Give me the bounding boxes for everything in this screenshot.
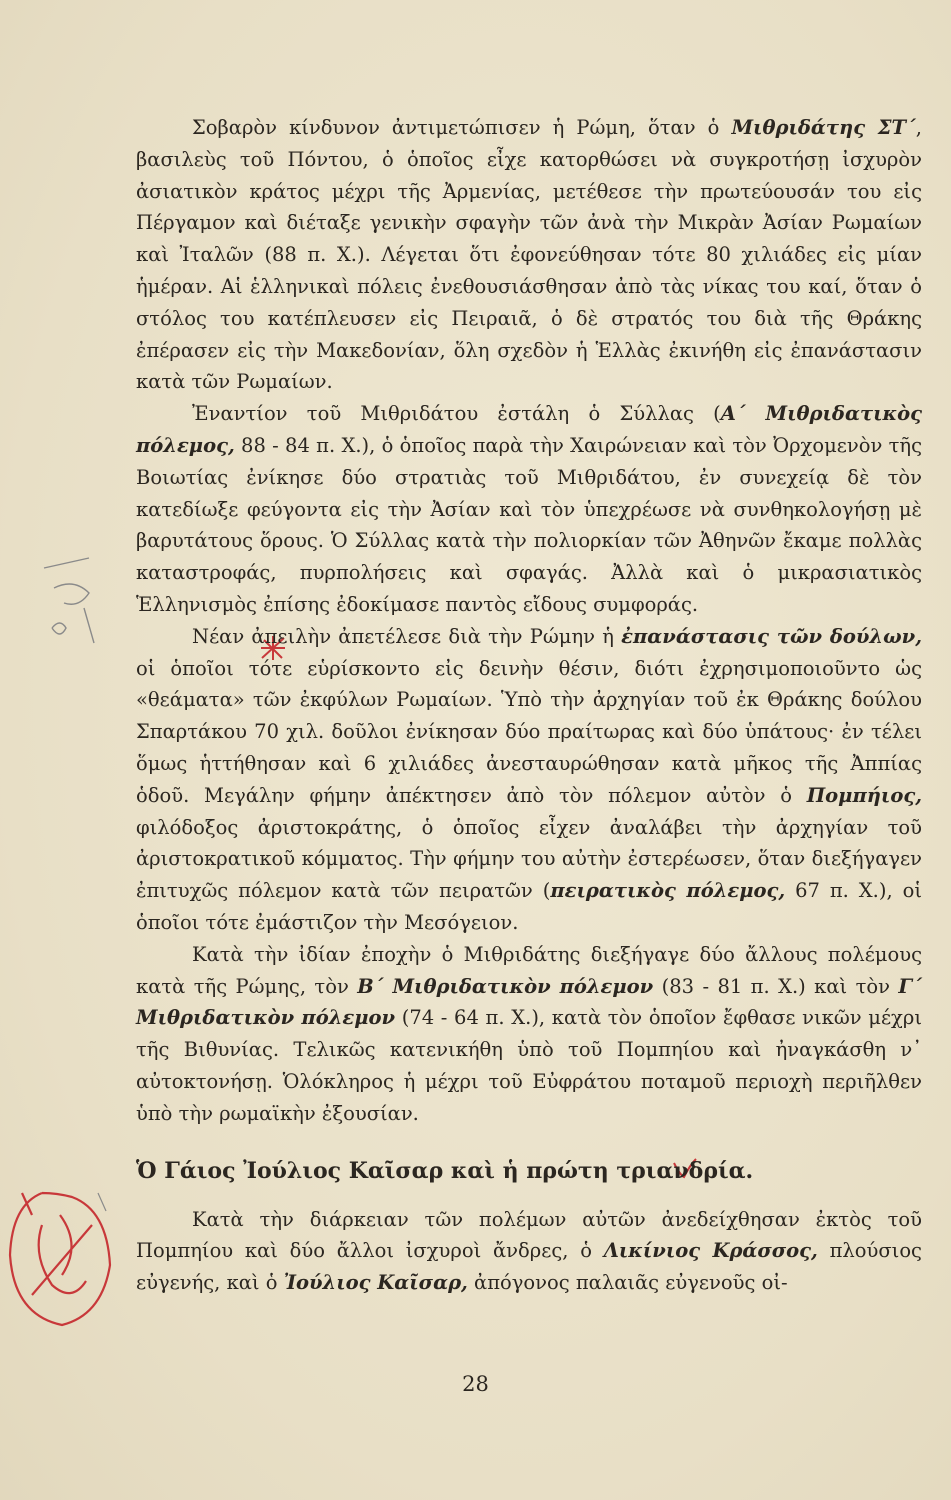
paragraph-1 <box>136 112 922 398</box>
emphasis-term: Γ΄ Μιθριδατικὸν πόλεμον <box>136 974 922 1030</box>
text-run: (74 - 64 π. Χ.), κατὰ τὸν ὁποῖον ἔφθασε νικῶν μέχρι τῆς Βιθυνίας. Τελικῶς κατενικήθη ὑπὸ τοῦ Πομπηίου καὶ ἠναγκάσθη ν᾿ αὐτοκτονήσῃ. Ὁλόκληρος ἡ μέχρι τοῦ Εὐφράτου ποταμοῦ περιοχὴ περιῆλθεν ὑπὸ τὴν ρωμαϊκὴν ἐξουσίαν. <box>136 1006 922 1125</box>
emphasis-term: Μιθριδάτης ΣΤ΄ <box>731 116 916 139</box>
text-run: ἀπόγονος παλαιᾶς εὐγενοῦς οἰ- <box>467 1271 788 1295</box>
emphasis-term: Ἰούλιος Καῖσαρ, <box>283 1271 468 1295</box>
text-run: , βασιλεὺς τοῦ Πόντου, ὁ ὁποῖος εἶχε κατορθώσει νὰ συγκροτήσῃ ἰσχυρὸν ἀσιατικὸν κράτος μέχρι τῆς Ἀρμενίας, μετέθεσε τὴν πρωτεύουσάν του εἰς Πέργαμον καὶ διέταξε γενικὴν σφαγὴν τῶν ἀνὰ τὴν Μικρὰν Ἀσίαν Ρωμαίων καὶ Ἰταλῶν (88 π. Χ.). Λέγεται ὅτι ἐφονεύθησαν τότε 80 χιλιάδες εἰς μίαν ἡμέραν. Αἱ ἑλληνικαὶ πόλεις ἐνεθουσιάσθησαν ἀπὸ τὰς νίκας του καί, ὅταν ὁ στόλος του κατέπλευσεν εἰς Πειραιᾶ, ὁ δὲ στρατός του διὰ τῆς Θράκης ἐπέρασεν εἰς τὴν Μακεδονίαν, ὅλη σχεδὸν ἡ Ἑλλὰς ἐκινήθη εἰς ἐπανάστασιν κατὰ τῶν Ρωμαίων. <box>136 116 922 394</box>
text-run: φιλόδοξος ἀριστοκράτης, ὁ ὁποῖος εἶχεν ἀναλάβει τὴν ἀρχηγίαν τοῦ ἀριστοκρατικοῦ κόμματος. Τὴν φήμην του αὐτὴν ἐστερέωσεν, ὅταν διεξήγαγεν ἐπιτυχῶς πόλεμον κατὰ τῶν πειρατῶν ( <box>136 815 922 903</box>
paragraph-4 <box>136 939 922 1130</box>
red-margin-scribble <box>2 1185 122 1335</box>
paragraph-3 <box>136 621 922 939</box>
emphasis-term: Πομπήιος, <box>806 783 922 807</box>
section-heading: Ὁ Γάιος Ἰούλιος Καῖσαρ καὶ ἡ πρώτη τριανδρία. <box>136 1157 754 1184</box>
text-body <box>136 112 922 1299</box>
emphasis-term: Α΄ Μιθριδατικὸς πόλεμος, <box>136 402 923 457</box>
text-run: (83 - 81 π. Χ.) καὶ τὸν <box>653 974 899 998</box>
pencil-margin-mark <box>34 548 114 658</box>
text-run: 88 - 84 π. Χ.), ὁ ὁποῖος παρὰ τὴν Χαιρώνειαν καὶ τὸν Ὀρχομενὸν τῆς Βοιωτίας ἐνίκησε δύο στρατιὰς τοῦ Μιθριδάτου, ἐν συνεχείᾳ δὲ τὸν κατεδίωξε φεύγοντα εἰς τὴν Ἀσίαν καὶ τὸν ὑπεχρέωσε νὰ συνθηκολογήσῃ μὲ βαρυτάτους ὅρους. Ὁ Σύλλας κατὰ τὴν πολιορκίαν τῶν Ἀθηνῶν ἔκαμε πολλὰς καταστροφάς, πυρπολήσεις καὶ σφαγάς. Ἀλλὰ καὶ ὁ μικρασιατικὸς Ἑλληνισμὸς ἐπίσης ἐδοκίμασε παντὸς εἴδους συμφοράς. <box>136 433 922 616</box>
text-run: Ἐναντίον τοῦ Μιθριδάτου ἐστάλη ὁ Σύλλας ( <box>192 402 721 426</box>
text-run: Κατὰ τὴν ἰδίαν ἐποχὴν ὁ Μιθριδάτης διεξήγαγε δύο ἄλλους πολέμους κατὰ τῆς Ρώμης, τὸν <box>136 942 922 998</box>
emphasis-term: Β΄ Μιθριδατικὸν πόλεμον <box>357 974 654 998</box>
text-run: πλούσιος εὐγενής, καὶ ὁ <box>136 1239 922 1295</box>
emphasis-term: ἐπανάστασις τῶν δούλων, <box>621 624 922 648</box>
text-run: οἱ ὁποῖοι τότε εὑρίσκοντο εἰς δεινὴν θέσιν, διότι ἐχρησιμοποιοῦντο ὡς «θεάματα» τῶν ἐκφύλων Ρωμαίων. Ὑπὸ τὴν ἀρχηγίαν τοῦ ἐκ Θράκης δούλου Σπαρτάκου 70 χιλ. δοῦλοι ἐνίκησαν δύο πραίτωρας καὶ δύο ὑπάτους· ἐν τέλει ὅμως ἡττήθησαν καὶ 6 χιλιάδες ἀνεσταυρώθησαν κατὰ μῆκος τῆς Ἀππίας ὁδοῦ. Μεγάλην φήμην ἀπέκτησεν ἀπὸ τὸν πόλεμον αὐτὸν ὁ <box>136 656 922 807</box>
text-run: Νέαν ἀπειλὴν ἀπετέλεσε διὰ τὴν Ρώμην ἡ <box>192 624 622 648</box>
emphasis-term: πειρατικὸς πόλεμος, <box>550 879 786 903</box>
page-number: 28 <box>462 1372 489 1396</box>
paragraph-2 <box>136 398 922 621</box>
emphasis-term: Λικίνιος Κράσσος, <box>603 1239 818 1263</box>
paragraph-5 <box>136 1204 922 1299</box>
text-run: 67 π. Χ.), οἱ ὁποῖοι τότε ἐμάστιζον τὴν Μεσόγειον. <box>136 879 922 934</box>
text-run: Κατὰ τὴν διάρκειαν τῶν πολέμων αὐτῶν ἀνεδείχθησαν ἐκτὸς τοῦ Πομπηίου καὶ δύο ἄλλοι ἰσχυροὶ ἄνδρες, ὁ <box>136 1207 922 1263</box>
text-run: Σοβαρὸν κίνδυνον ἀντιμετώπισεν ἡ Ρώμη, ὅταν ὁ <box>192 116 732 139</box>
